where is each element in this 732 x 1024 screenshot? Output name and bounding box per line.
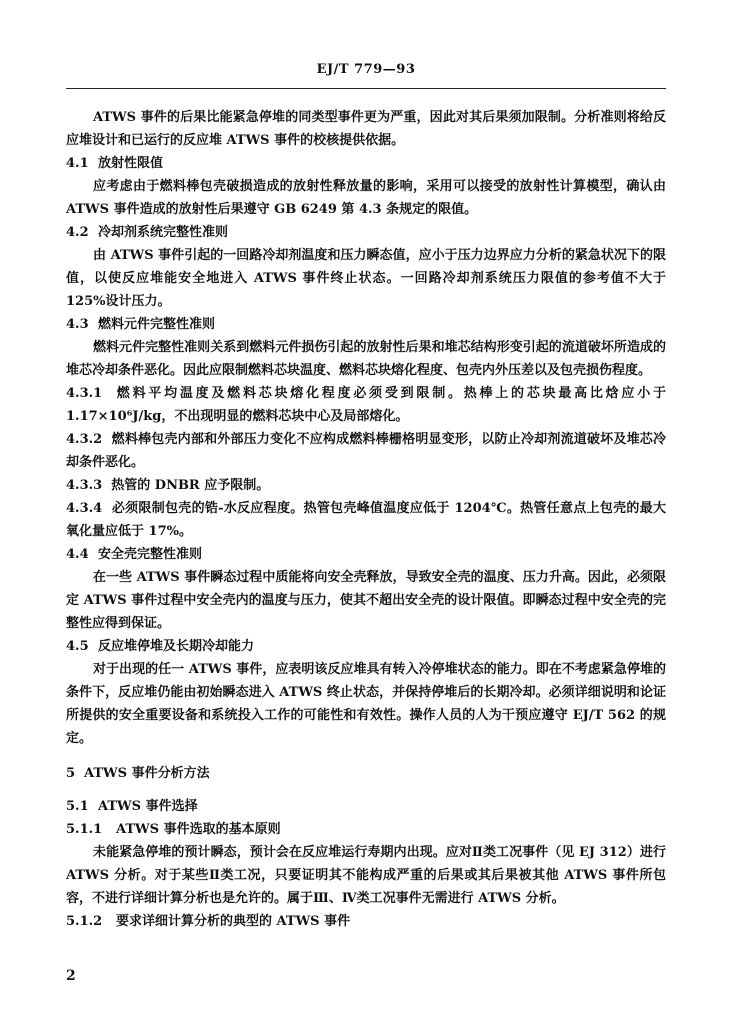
section-title: 要求详细计算分析的典型的 ATWS 事件 [116, 914, 351, 929]
section-number: 4.4 [66, 547, 89, 562]
clause-number: 4.3.3 [66, 478, 103, 493]
section-heading-4-4 [66, 543, 666, 566]
clause-text: 燃料棒包壳内部和外部压力变化不应构成燃料棒栅格明显变形，以防止冷却剂流道破坏及堆芯冷却条件恶化。 [66, 432, 666, 470]
paragraph: ATWS 事件的后果比能紧急停堆的同类型事件更为严重，因此对其后果须加限制。分析准则将给反应堆设计和已运行的反应堆 ATWS 事件的校核提供依据。 [66, 110, 666, 148]
page-content [66, 106, 666, 933]
page-number: 2 [66, 968, 76, 984]
paragraph: 在一些 ATWS 事件瞬态过程中质能将向安全壳释放，导致安全壳的温度、压力升高。因此，必须限定 ATWS 事件过程中安全壳内的温度与压力，使其不超出安全壳的设计限值。即瞬态过程中安全壳的完整性应得到保证。 [66, 570, 666, 631]
clause-4-3-1 [66, 382, 666, 428]
section-number: 5.1.1 [66, 822, 103, 837]
section-number: 4.5 [66, 639, 89, 654]
section-number: 4.3 [66, 317, 89, 332]
paragraph: 由 ATWS 事件引起的一回路冷却剂温度和压力瞬态值，应小于压力边界应力分析的紧急状况下的限值，以使反应堆能安全地进入 ATWS 事件终止状态。一回路冷却剂系统压力限值的参考值不大于 125%设计压力。 [66, 248, 666, 309]
section-title: 燃料元件完整性准则 [98, 317, 216, 332]
paragraph: 应考虑由于燃料棒包壳破损造成的放射性释放量的影响，采用可以接受的放射性计算模型，确认由 ATWS 事件造成的放射性后果遵守 GB 6249 第 4.3 条规定的限值。 [66, 179, 666, 217]
section-number: 5.1 [66, 799, 89, 814]
section-heading-4-1 [66, 152, 666, 175]
section-title: ATWS 事件选取的基本原则 [116, 822, 281, 837]
section-heading-4-2 [66, 221, 666, 244]
clause-4-3-4 [66, 497, 666, 543]
clause-number: 4.3.2 [66, 432, 103, 447]
clause-4-3-3 [66, 474, 666, 497]
clause-number: 4.3.4 [66, 501, 103, 516]
clause-4-3-2 [66, 428, 666, 474]
clause-text: 燃料平均温度及燃料芯块熔化程度必须受到限制。热棒上的芯块最高比焓应小于 1.17×10⁶J/kg，不出现明显的燃料芯块中心及局部熔化。 [66, 386, 666, 424]
chapter-title: ATWS 事件分析方法 [84, 766, 210, 781]
section-heading-4-5 [66, 635, 666, 658]
section-number: 5.1.2 [66, 914, 103, 929]
section-title: 安全壳完整性准则 [98, 547, 203, 562]
section-title: 冷却剂系统完整性准则 [98, 225, 229, 240]
section-heading-5-1 [66, 795, 666, 818]
section-heading-5-1-1 [66, 818, 666, 841]
paragraph: 燃料元件完整性准则关系到燃料元件损伤引起的放射性后果和堆芯结构形变引起的流道破坏所造成的堆芯冷却条件恶化。因此应限制燃料芯块温度、燃料芯块熔化程度、包壳内外压差以及包壳损伤程度。 [66, 340, 666, 378]
section-heading-5-1-2 [66, 910, 666, 933]
section-number: 4.2 [66, 225, 89, 240]
section-title: 放射性限值 [98, 156, 164, 171]
clause-text: 热管的 DNBR 应予限制。 [111, 478, 270, 493]
section-title: ATWS 事件选择 [98, 799, 198, 814]
header-rule [66, 88, 666, 89]
paragraph: 对于出现的任一 ATWS 事件，应表明该反应堆具有转入冷停堆状态的能力。即在不考虑紧急停堆的条件下，反应堆仍能由初始瞬态进入 ATWS 终止状态，并保持停堆后的长期冷却。必须详细说明和论证所提供的安全重要设备和系统投入工作的可能性和有效性。操作人员的人为干预应遵守 EJ/T 562 的规定。 [66, 662, 666, 746]
paragraph: 未能紧急停堆的预计瞬态，预计会在反应堆运行寿期内出现。应对Ⅱ类工况事件（见 EJ 312）进行 ATWS 分析。对于某些Ⅱ类工况，只要证明其不能构成严重的后果或其后果被其他 ATWS 事件所包容，不进行详细计算分析也是允许的。属于Ⅲ、Ⅳ类工况事件无需进行 ATWS 分析。 [66, 845, 666, 906]
page-header: EJ/T 779—93 [316, 62, 416, 77]
chapter-heading-5 [66, 762, 666, 785]
section-number: 4.1 [66, 156, 89, 171]
clause-text: 必须限制包壳的锆-水反应程度。热管包壳峰值温度应低于 1204℃。热管任意点上包壳的最大氧化量应低于 17%。 [66, 501, 666, 539]
clause-number: 4.3.1 [66, 386, 103, 401]
section-title: 反应堆停堆及长期冷却能力 [98, 639, 255, 654]
chapter-number: 5 [66, 766, 76, 781]
section-heading-4-3 [66, 313, 666, 336]
